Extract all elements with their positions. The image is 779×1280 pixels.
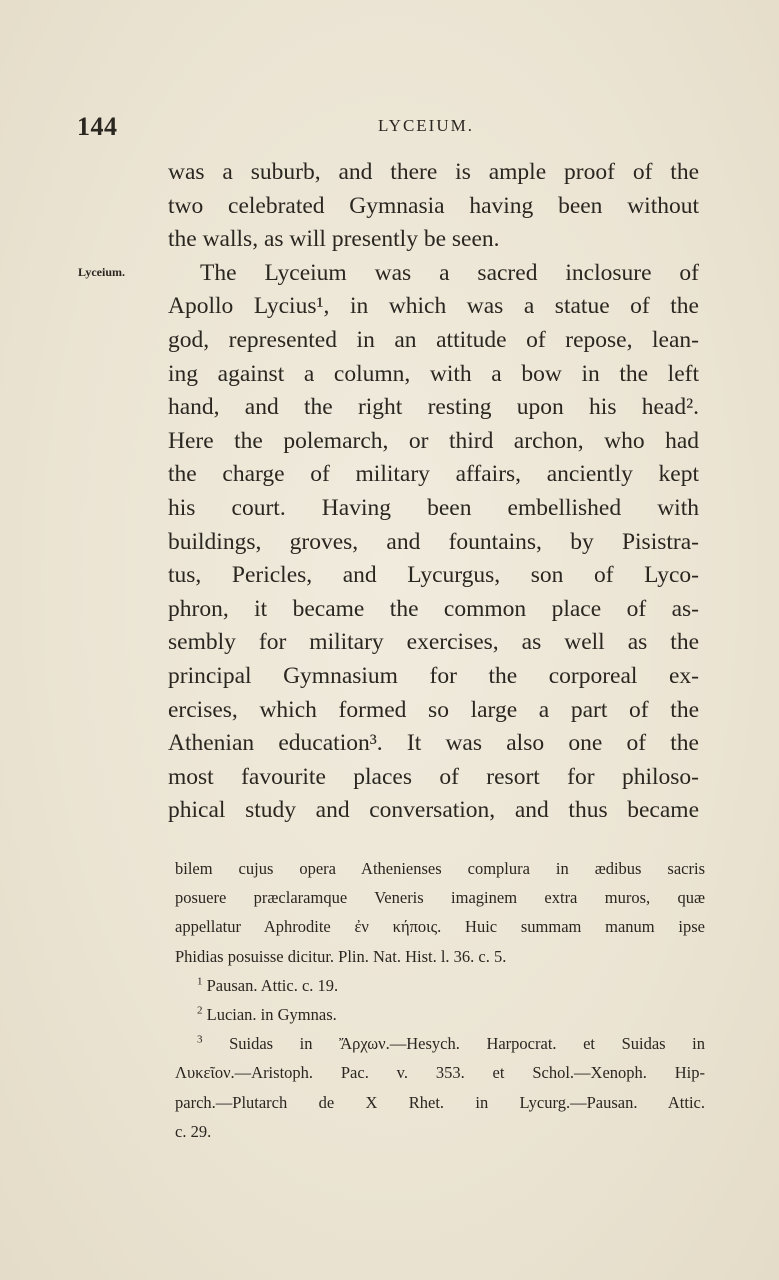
body-line: ercises, which formed so large a part of the xyxy=(168,696,699,723)
footnote-mark: 1 xyxy=(197,975,203,988)
footnote-line: c. 29. xyxy=(175,1121,212,1141)
footnote-line: posuere præclaramque Veneris imaginem extra muros, quæ xyxy=(175,888,705,908)
footnotes xyxy=(175,854,705,1146)
footnote-line: Phidias posuisse dicitur. Plin. Nat. Hist. l. 36. c. 5. xyxy=(175,946,507,966)
body-line: the charge of military affairs, anciently kept xyxy=(168,461,699,488)
body-line: was a suburb, and there is ample proof of the xyxy=(168,159,699,185)
body-line: his court. Having been embellished with xyxy=(168,494,699,521)
margin-note: Lyceium. xyxy=(78,265,125,279)
footnote-line: Λυκεῖον.—Aristoph. Pac. v. 353. et Schol.—Xenoph. Hip- xyxy=(175,1063,705,1083)
body-line: hand, and the right resting upon his head². xyxy=(168,394,699,421)
footnote-mark: 3 xyxy=(197,1033,203,1046)
body-line: The Lyceium was a sacred inclosure of xyxy=(200,259,699,286)
body-line: the walls, as will presently be seen. xyxy=(168,226,500,253)
body-line: Athenian education³. It was also one of the xyxy=(168,730,699,757)
body-line: two celebrated Gymnasia having been without xyxy=(168,192,699,219)
body-line: god, represented in an attitude of repose, lean- xyxy=(168,326,699,353)
footnote-3 xyxy=(175,1029,705,1058)
body-line: buildings, groves, and fountains, by Pisistra- xyxy=(168,528,699,555)
body-line: principal Gymnasium for the corporeal ex- xyxy=(168,662,699,689)
footnote-line: parch.—Plutarch de X Rhet. in Lycurg.—Pausan. Attic. xyxy=(175,1092,705,1112)
body-line: sembly for military exercises, as well as the xyxy=(168,629,699,656)
running-head: LYCEIUM. xyxy=(378,116,474,135)
body-line: tus, Pericles, and Lycurgus, son of Lyco- xyxy=(168,562,699,589)
body-line: Apollo Lycius¹, in which was a statue of the xyxy=(168,293,699,320)
footnote-line: appellatur Aphrodite ἐν κήποις. Huic summam manum ipse xyxy=(175,917,705,937)
footnote-2 xyxy=(175,1000,705,1029)
footnote-1 xyxy=(175,971,705,1000)
footnote-text: Lucian. in Gymnas. xyxy=(206,1004,337,1024)
body-line: most favourite places of resort for philoso- xyxy=(168,763,699,790)
footnote-text: Pausan. Attic. c. 19. xyxy=(206,975,339,995)
footnote-text: Suidas in Ἄρχων.—Hesych. Harpocrat. et Suidas in xyxy=(229,1034,705,1054)
body-line: ing against a column, with a bow in the left xyxy=(168,360,699,387)
page-number: 144 xyxy=(77,112,118,141)
footnote-line: bilem cujus opera Athenienses complura in ædibus sacris xyxy=(175,859,705,878)
footnote-mark: 2 xyxy=(197,1004,203,1017)
body-line: phical study and conversation, and thus became xyxy=(168,797,699,824)
body-line: phron, it became the common place of as- xyxy=(168,595,699,622)
body-text xyxy=(168,156,699,828)
body-line: Here the polemarch, or third archon, who had xyxy=(168,427,699,454)
